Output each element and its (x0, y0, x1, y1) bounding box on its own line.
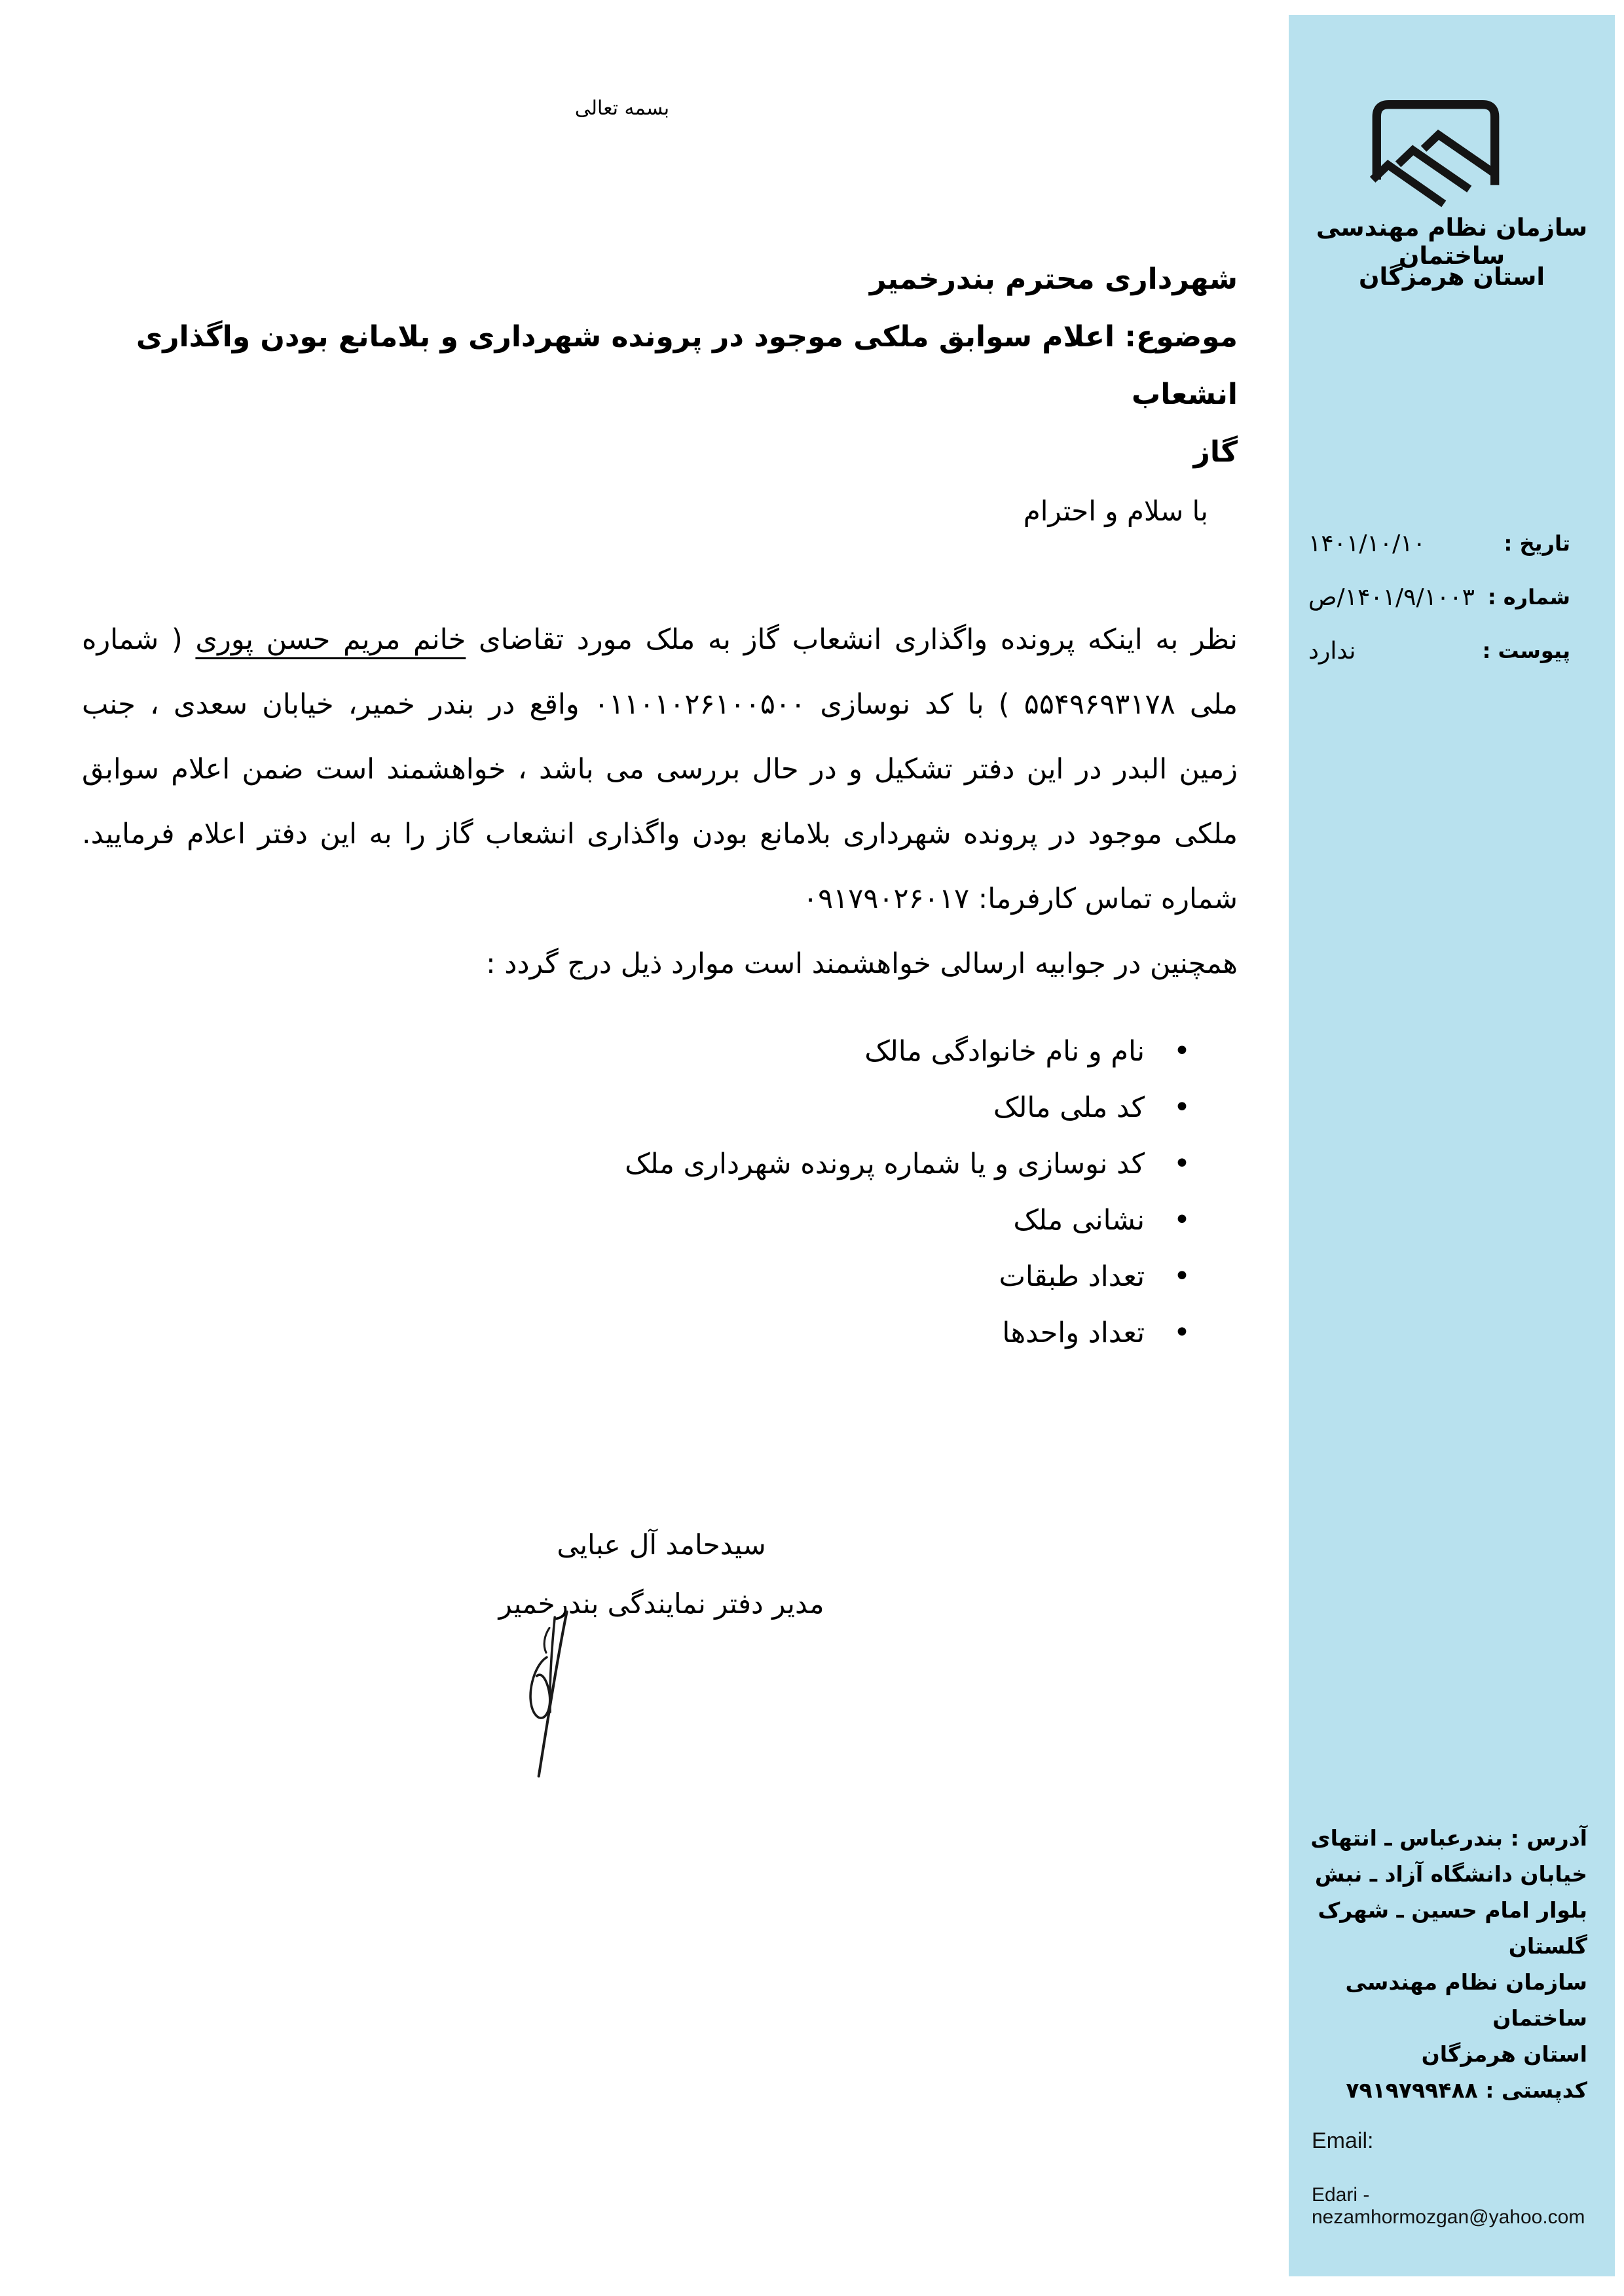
attachment-value: ندارد (1308, 637, 1356, 665)
date-label: تاریخ : (1504, 531, 1570, 556)
subject-line-wrap: گاز (1193, 435, 1238, 469)
list-item (82, 1136, 1238, 1192)
attachment-label: پیوست : (1482, 638, 1570, 663)
bullet-icon: • (1173, 1260, 1190, 1293)
list-item (82, 1023, 1238, 1080)
meta-row-date (1289, 517, 1615, 570)
letter-heading (82, 251, 1238, 481)
bullet-icon: • (1173, 1316, 1190, 1349)
list-item (82, 1305, 1238, 1361)
list-item-text: کد ملی مالک (993, 1091, 1145, 1124)
list-item (82, 1248, 1238, 1305)
recipient-line: شهرداری محترم بندرخمیر (870, 263, 1238, 296)
number-value: ۱۴۰۱/۹/۱۰۰۳/ص (1308, 583, 1475, 611)
body-line: ملکی موجود در پرونده شهرداری بلامانع بودن واگذاری انشعاب گاز را به این دفتر اعلام فرمایید. (82, 818, 1238, 850)
organization-name: سازمان نظام مهندسی ساختمان (1316, 213, 1588, 270)
email-label: Email: (1312, 2128, 1374, 2153)
list-item-text: نشانی ملک (1013, 1204, 1145, 1237)
subject-line: موضوع: اعلام سوابق ملکی موجود در پرونده شهرداری و بلامانع بودن واگذاری انشعاب (136, 320, 1238, 411)
date-value: ۱۴۰۱/۱۰/۱۰ (1308, 530, 1426, 557)
list-item-text: کد نوسازی و یا شماره پرونده شهرداری ملک (625, 1148, 1145, 1180)
body-line (82, 608, 1238, 672)
organization-logo-icon (1369, 98, 1503, 209)
bullet-icon: • (1173, 1034, 1190, 1068)
reply-request-line: همچنین در جوابیه ارسالی خواهشمند است موارد ذیل درج گردد : (486, 947, 1238, 980)
address-line: بلوار امام حسین ـ شهرک (1318, 1897, 1587, 1923)
list-item-text: تعداد واحدها (1002, 1317, 1145, 1349)
bullet-icon: • (1173, 1203, 1190, 1237)
number-label: شماره : (1487, 585, 1570, 610)
organization-address (1289, 1820, 1615, 2108)
signature-block (367, 1516, 956, 1633)
bullet-icon: • (1173, 1091, 1190, 1124)
letter-meta (1289, 517, 1615, 678)
list-item (82, 1192, 1238, 1248)
address-line: سازمان نظام مهندسی ساختمان (1345, 1969, 1587, 2031)
meta-row-attachment (1289, 624, 1615, 678)
besmele-header: بسمه تعالی (574, 97, 670, 120)
address-line: گلستان (1508, 1933, 1587, 1959)
handwritten-signature (512, 1611, 584, 1780)
underlined-applicant-name: خانم مریم حسن پوری (195, 623, 466, 656)
meta-row-number (1289, 570, 1615, 624)
organization-province: استان هرمزگان (1358, 263, 1545, 291)
list-item-text: نام و نام خانوادگی مالک (864, 1035, 1145, 1068)
body-line: زمین البدر در این دفتر تشکیل و در حال بررسی می باشد ، خواهشمند است ضمن اعلام سوابق (82, 753, 1238, 786)
postal-code: کدپستی : ۷۹۱۹۷۹۹۴۸۸ (1346, 2077, 1587, 2103)
address-line: آدرس : بندرعباس ـ انتهای (1310, 1825, 1587, 1851)
email-block (1312, 2128, 1615, 2229)
bullet-icon: • (1173, 1147, 1190, 1180)
address-line: استان هرمزگان (1421, 2041, 1587, 2067)
employer-phone-line: شماره تماس کارفرما: ۰۹۱۷۹۰۲۶۰۱۷ (802, 883, 1238, 915)
body-text: نظر به اینکه پرونده واگذاری انشعاب گاز به ملک مورد تقاضای (466, 623, 1238, 656)
letter-body (82, 608, 1238, 996)
salutation: با سلام و احترام (1023, 495, 1208, 527)
letterhead-sidebar (1289, 15, 1615, 2276)
list-item (82, 1080, 1238, 1136)
signer-name: سیدحامد آل عبایی (557, 1529, 766, 1561)
body-text: ( شماره (82, 623, 196, 656)
list-item-text: تعداد طبقات (999, 1260, 1145, 1293)
required-items-list (82, 1023, 1238, 1361)
signer-title: مدیر دفتر نمایندگی بندرخمیر (498, 1588, 824, 1620)
body-line: ملی ۵۵۴۹۶۹۳۱۷۸ ) با کد نوسازی ۰۱۱۰۱۰۲۶۱۰۰۵۰۰ واقع در بندر خمیر، خیابان سعدی ، جنب (82, 688, 1238, 721)
address-line: خیابان دانشگاه آزاد ـ نبش (1314, 1861, 1587, 1887)
email-address: Edari - nezamhormozgan@yahoo.com (1312, 2184, 1585, 2228)
